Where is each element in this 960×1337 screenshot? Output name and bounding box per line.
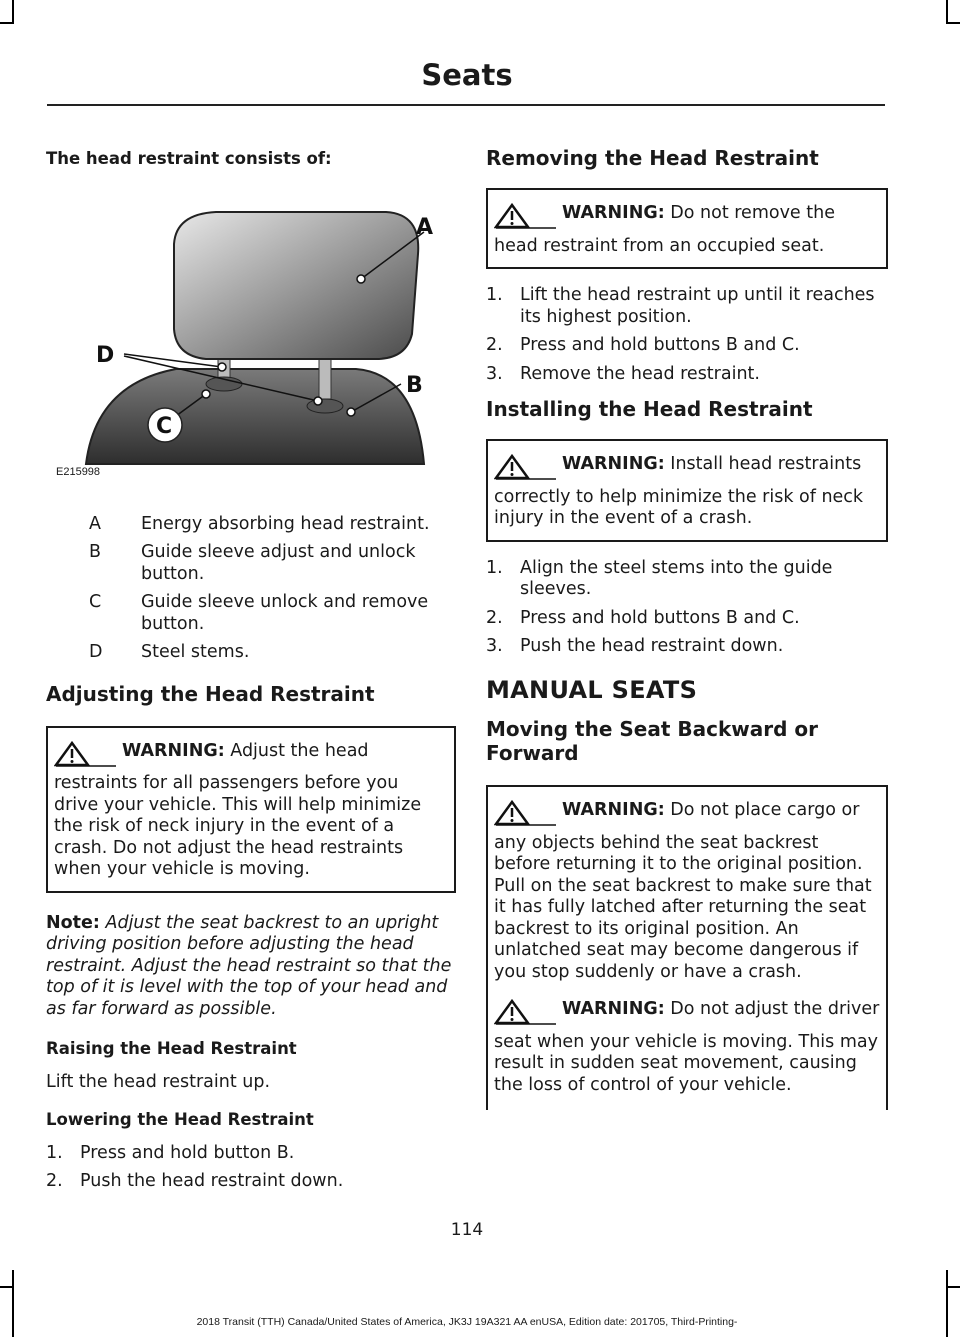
warning-text: Install head restraints correctly to help minimize the risk of neck injury in the event of a crash. bbox=[494, 454, 864, 528]
step-item bbox=[46, 1171, 456, 1193]
step-text: Push the head restraint down. bbox=[520, 636, 784, 656]
legend-key: D bbox=[89, 642, 103, 662]
warning-label: WARNING: bbox=[562, 800, 665, 820]
step-number: 2. bbox=[46, 1171, 63, 1191]
warning-text: Do not adjust the driver seat when your vehicle is moving. This may result in sudden seat movement, causing the loss of control of your vehicle. bbox=[494, 999, 880, 1095]
step-text: Push the head restraint down. bbox=[80, 1171, 344, 1191]
warning-box bbox=[488, 787, 886, 993]
step-item bbox=[486, 558, 888, 601]
step-number: 2. bbox=[486, 335, 503, 355]
legend-key: C bbox=[89, 592, 102, 612]
legend-text: Guide sleeve adjust and unlock button. bbox=[141, 542, 416, 584]
note-paragraph bbox=[46, 913, 456, 1021]
right-column bbox=[486, 130, 888, 1110]
step-item bbox=[46, 1143, 456, 1165]
step-text: Press and hold buttons B and C. bbox=[520, 335, 800, 355]
warning-label: WARNING: bbox=[562, 203, 665, 223]
legend-list bbox=[46, 514, 456, 664]
legend-key: A bbox=[89, 513, 101, 534]
steps-list bbox=[46, 1143, 456, 1193]
legend-text: Energy absorbing head restraint. bbox=[141, 513, 430, 534]
warning-label: WARNING: bbox=[122, 740, 225, 761]
step-text: Align the steel stems into the guide sleeves. bbox=[520, 557, 833, 599]
crop-mark bbox=[946, 22, 960, 24]
step-text: Press and hold buttons B and C. bbox=[520, 607, 800, 628]
figure-intro: The head restraint consists of: bbox=[46, 149, 332, 168]
subsection-heading: Raising the Head Restraint bbox=[46, 1039, 297, 1058]
crop-mark bbox=[0, 22, 14, 24]
callout-c: C bbox=[156, 413, 173, 439]
step-item bbox=[486, 636, 888, 658]
step-number: 1. bbox=[486, 285, 503, 305]
step-item bbox=[486, 608, 888, 630]
steps-list bbox=[486, 285, 888, 385]
section-heading: Removing the Head Restraint bbox=[486, 146, 819, 170]
step-number: 1. bbox=[46, 1142, 63, 1163]
chapter-heading: MANUAL SEATS bbox=[486, 675, 698, 704]
steps-list bbox=[486, 558, 888, 658]
warning-box bbox=[486, 439, 888, 542]
subsection-heading: Lowering the Head Restraint bbox=[46, 1110, 314, 1129]
warning-group bbox=[486, 785, 888, 1110]
callout-d: D bbox=[96, 342, 115, 368]
warning-text: Do not place cargo or any objects behind the seat backrest before returning it to the original position. Pull on the seat backrest to make sure that it has fully latched after returning the seat backrest to its original position. An unlatched seat may become dangerous if you stop suddenly or have a crash. bbox=[494, 800, 872, 982]
legend-text: Steel stems. bbox=[141, 642, 250, 662]
section-heading: Moving the Seat Backward or Forward bbox=[486, 717, 818, 765]
legend-text: Guide sleeve unlock and remove button. bbox=[141, 592, 429, 634]
crop-mark bbox=[946, 0, 948, 24]
figure-code: E215998 bbox=[56, 466, 101, 478]
footer-text: 2018 Transit (TTH) Canada/United States of America, JK3J 19A321 AA enUSA, Edition date: 201705, Third-Printing- bbox=[196, 1316, 738, 1328]
step-text: Lift the head restraint up until it reaches its highest position. bbox=[520, 285, 875, 327]
legend-item bbox=[46, 514, 456, 536]
legend-key: B bbox=[89, 542, 102, 562]
page-number: 114 bbox=[450, 1220, 484, 1240]
warning-box bbox=[488, 993, 886, 1110]
step-item bbox=[486, 335, 888, 357]
legend-item bbox=[46, 642, 456, 664]
step-text: Press and hold button B. bbox=[80, 1142, 295, 1163]
crop-mark bbox=[12, 0, 14, 24]
warning-triangle-icon bbox=[494, 203, 558, 236]
callout-a: A bbox=[416, 214, 434, 240]
step-item bbox=[486, 285, 888, 328]
section-heading: Installing the Head Restraint bbox=[486, 397, 813, 421]
warning-triangle-icon bbox=[54, 741, 118, 774]
section-heading: Adjusting the Head Restraint bbox=[46, 681, 375, 706]
step-number: 3. bbox=[486, 636, 503, 656]
header-divider bbox=[47, 104, 885, 106]
warning-text: Adjust the head restraints for all passengers before you drive your vehicle. This will help minimize the risk of neck injury in the event of a crash. Do not adjust the head restraints when your vehicle is moving. bbox=[54, 740, 422, 879]
warning-triangle-icon bbox=[494, 800, 558, 833]
page-title: Seats bbox=[421, 58, 513, 92]
callout-b: B bbox=[406, 372, 423, 398]
step-number: 3. bbox=[486, 363, 503, 384]
warning-box bbox=[46, 726, 456, 893]
head-restraint-drawing bbox=[56, 184, 456, 484]
head-restraint-illustration bbox=[56, 184, 456, 484]
legend-item bbox=[46, 542, 456, 585]
crop-mark bbox=[0, 1286, 14, 1288]
legend-item bbox=[46, 592, 456, 635]
crop-mark bbox=[946, 1286, 960, 1288]
left-column bbox=[46, 130, 456, 1200]
step-number: 1. bbox=[486, 557, 503, 578]
note-label: Note: bbox=[46, 912, 100, 933]
step-number: 2. bbox=[486, 607, 503, 628]
warning-box bbox=[486, 188, 888, 269]
note-text: Adjust the seat backrest to an upright driving position before adjusting the head restraint. Adjust the head restraint so that the top of it is level with the top of your head and as far forward as possible. bbox=[46, 912, 452, 1019]
warning-triangle-icon bbox=[494, 454, 558, 487]
warning-label: WARNING: bbox=[562, 999, 665, 1019]
warning-text: Do not remove the head restraint from an occupied seat. bbox=[494, 203, 835, 256]
step-item bbox=[486, 364, 888, 386]
warning-triangle-icon bbox=[494, 999, 558, 1032]
crop-mark bbox=[946, 1270, 948, 1337]
body-text: Lift the head restraint up. bbox=[46, 1071, 271, 1092]
step-text: Remove the head restraint. bbox=[520, 363, 760, 384]
warning-label: WARNING: bbox=[562, 454, 665, 474]
